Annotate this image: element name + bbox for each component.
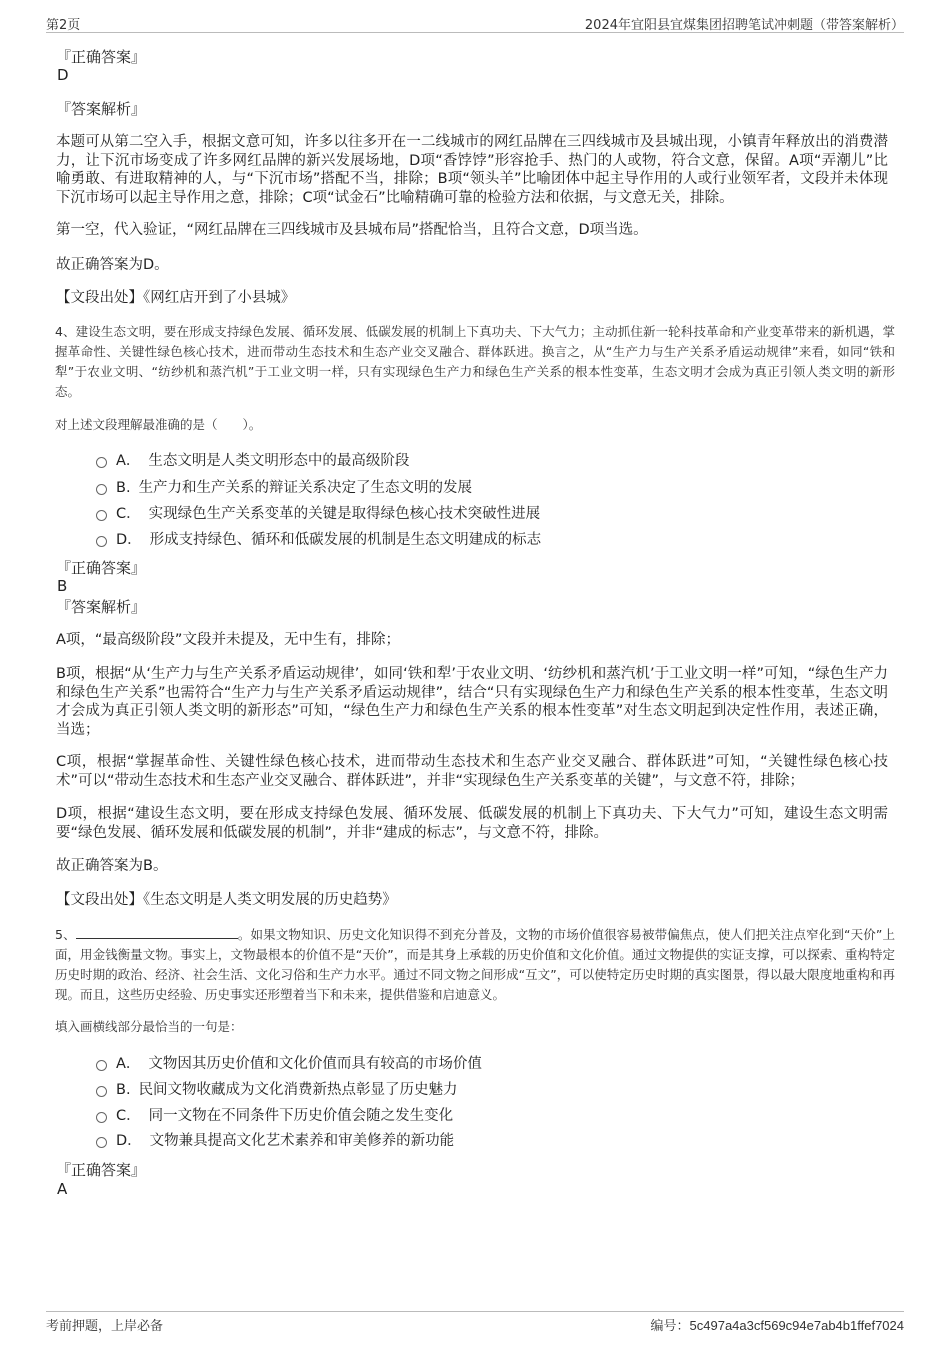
q5-question: 填入画横线部分最恰当的一句是： [55,1019,243,1034]
q5-correct-label: 『正确答案』 [56,1161,147,1179]
q4-conclusion: 故正确答案为B。 [56,858,168,874]
q3-analysis-paragraph-1: 本题可从第二空入手，根据文意可知，许多以往多开在一二线城市的网红品牌在三四线城市及县城出现，小镇青年释放出的消费潜力，让下沉市场变成了许多网红品牌的新兴发展场地，D项“香饽饽”形容抢手、热门的人或物，符合文意，保留。A项“弄潮儿”比喻勇敢、有进取精神的人，与“下沉市场”搭配不当，排除；B项“领头羊”比喻团体中起主导作用的人或行业领军者，文段并未体现下沉市场可以起主导作用之意，排除；C项“试金石”比喻精确可靠的检验方法和依据，与文意无关，排除。 [56,134,888,206]
q4-analysis-label: 『答案解析』 [56,598,147,616]
document-title: 2024年宜阳县宜煤集团招聘笔试冲刺题（带答案解析） [584,17,904,33]
page-number: 第2页 [46,17,81,33]
q4-option-c[interactable]: C． 实现绿色生产关系变革的关键是取得绿色核心技术突破性进展 [96,505,540,523]
page-header [46,14,904,33]
fill-in-blank [76,926,238,939]
q4-option-d[interactable]: D． 形成支持绿色、循环和低碳发展的机制是生态文明建成的标志 [96,531,541,549]
radio-button[interactable] [96,536,107,547]
radio-button[interactable] [96,510,107,521]
q3-analysis-label: 『答案解析』 [56,100,147,118]
q4-analysis-b: B项，根据“从‘生产力与生产关系矛盾运动规律’，如同‘铁和犁’于农业文明、‘纺纱机和蒸汽机’于工业文明一样”可知，“绿色生产力和绿色生产关系”也需符合“生产力与生产关系矛盾运动规律”，结合“只有实现绿色生产力和绿色生产关系的根本性变革，生态文明才会成为真正引领人类文明的新形态”可知，“绿色生产力和绿色生产关系的根本性变革”对生态文明起到决定性作用，表述正确，当选； [56,666,888,738]
radio-button[interactable] [96,1086,107,1097]
page-footer [46,1311,904,1334]
q4-option-a[interactable]: A． 生态文明是人类文明形态中的最高级阶段 [96,452,409,470]
q4-option-b[interactable]: B. 生产力和生产关系的辩证关系决定了生态文明的发展 [96,479,472,497]
q5-option-b[interactable]: B. 民间文物收藏成为文化消费新热点彰显了历史魅力 [96,1081,458,1099]
radio-button[interactable] [96,1060,107,1071]
q4-analysis-d: D项，根据“建设生态文明，要在形成支持绿色发展、循环发展、低碳发展的机制上下真功夫、下大气力”可知，建设生态文明需要“绿色发展、循环发展和低碳发展的机制”，并非“建成的标志”，与文意不符，排除。 [56,806,888,841]
q4-source: 【文段出处】《生态文明是人类文明发展的历史趋势》 [56,892,397,908]
radio-button[interactable] [96,484,107,495]
q3-correct-value: D [57,66,69,84]
q3-conclusion: 故正确答案为D。 [56,257,169,273]
q4-stem: 4、建设生态文明，要在形成支持绿色发展、循环发展、低碳发展的机制上下真功夫、下大气力；主动抓住新一轮科技革命和产业变革带来的新机遇，掌握革命性、关键性绿色核心技术，进而带动生态技术和生态产业交叉融合、群体跃进。换言之，从“生产力与生产关系矛盾运动规律”来看，如同“铁和犁”于农业文明、“纺纱机和蒸汽机”于工业文明一样，只有实现绿色生产力和绿色生产关系的根本性变革，生态文明才会成为真正引领人类文明的新形态。 [55,324,895,399]
q4-analysis-c: C项，根据“掌握革命性、关键性绿色核心技术，进而带动生态技术和生态产业交叉融合、群体跃进”可知，“关键性绿色核心技术”可以“带动生态技术和生态产业交叉融合、群体跃进”，并非“实现绿色生产关系变革的关键”，与文意不符，排除； [56,754,888,789]
radio-button[interactable] [96,457,107,468]
q5-option-d[interactable]: D． 文物兼具提高文化艺术素养和审美修养的新功能 [96,1132,454,1150]
footer-slogan: 考前押题，上岸必备 [46,1318,164,1334]
radio-button[interactable] [96,1137,107,1148]
q3-source: 【文段出处】《网红店开到了小县城》 [56,290,296,306]
q3-analysis-paragraph-2: 第一空，代入验证，“网红品牌在三四线城市及县城布局”搭配恰当，且符合文意，D项当选。 [56,222,648,238]
q4-correct-label: 『正确答案』 [56,559,147,577]
q4-correct-value: B [57,577,68,595]
q5-option-c[interactable]: C． 同一文物在不同条件下历史价值会随之发生变化 [96,1107,453,1125]
radio-button[interactable] [96,1112,107,1123]
q5-stem: 5、 。如果文物知识、历史文化知识得不到充分普及，文物的市场价值很容易被带偏焦点，使人们把关注点窄化到“天价”上面，用金钱衡量文物。事实上，文物最根本的价值不是“天价”，而是其身上承载的历史价值和文化价值。通过文物提供的实证支撑，可以探索、重构特定历史时期的政治、经济、社会生活、文化习俗和生产力水平。通过不同文物之间形成“互文”，可以使特定历史时期的真实图景，得以最大限度地重构和再现。而且，这些历史经验、历史事实还形塑着当下和未来，提供借鉴和启迪意义。 [55,927,895,1002]
q5-correct-value: A [57,1180,68,1198]
q4-question: 对上述文段理解最准确的是（ ）。 [55,417,262,432]
document-id: 编号：5c497a4a3cf569c94e7ab4b1ffef7024 [650,1317,904,1334]
q5-option-a[interactable]: A． 文物因其历史价值和文化价值而具有较高的市场价值 [96,1055,482,1073]
q4-analysis-a: A项，“最高级阶段”文段并未提及，无中生有，排除； [56,632,400,648]
q3-correct-label: 『正确答案』 [56,48,147,66]
